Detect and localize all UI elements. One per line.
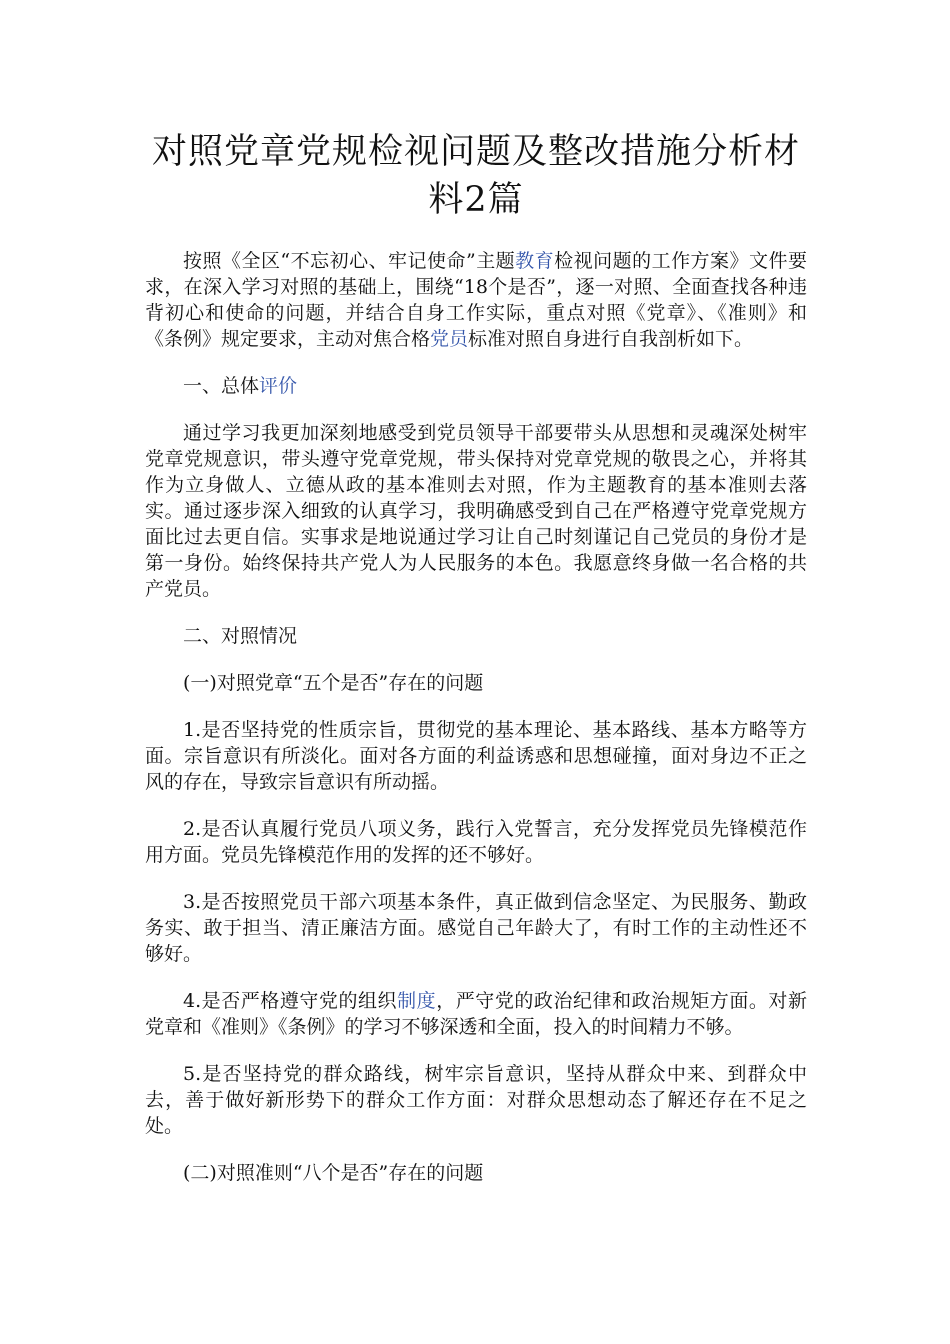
title-line-2: 料2篇 bbox=[428, 180, 524, 220]
section-heading-1 bbox=[145, 373, 807, 399]
item-1-paragraph: 1.是否坚持党的性质宗旨，贯彻党的基本理论、基本路线、基本方略等方面。宗旨意识有所淡化。面对各方面的利益诱惑和思想碰撞，面对身边不正之风的存在，导致宗旨意识有所动摇。 bbox=[145, 719, 807, 793]
item-5-paragraph: 5.是否坚持党的群众路线，树牢宗旨意识，坚持从群众中来、到群众中去，善于做好新形势下的群众工作方面：对群众思想动态了解还存在不足之处。 bbox=[145, 1063, 807, 1137]
intro-text-2: 检视问题的工作方案》文件要求，在深入学习对照的基础上，围绕“18个是否”，逐一对照、全面查找各种违背初心和使命的问题，并结合自身工作实际，重点对照《党章》、《准则》和《条例》规定要求，主动对焦合格 bbox=[145, 250, 807, 350]
link-zhidu[interactable]: 制度 bbox=[397, 990, 437, 1012]
link-jiaoyu[interactable]: 教育 bbox=[515, 250, 555, 272]
link-pingjia[interactable]: 评价 bbox=[259, 375, 298, 397]
item-2-paragraph: 2.是否认真履行党员八项义务，践行入党誓言，充分发挥党员先锋模范作用方面。党员先锋模范作用的发挥的还不够好。 bbox=[145, 818, 807, 866]
document-body bbox=[145, 248, 807, 1186]
section1-body-paragraph: 通过学习我更加深刻地感受到党员领导干部要带头从思想和灵魂深处树牢党章党规意识，带头遵守党章党规，带头保持对党章党规的敬畏之心，并将其作为立身做人、立德从政的基本准则去对照，作为主题教育的基本准则去落实。通过逐步深入细致的认真学习，我明确感受到自己在严格遵守党章党规方面比过去更自信。实事求是地说通过学习让自己时刻谨记自己党员的身份才是第一身份。始终保持共产党人为人民服务的本色。我愿意终身做一名合格的共产党员。 bbox=[145, 422, 807, 600]
intro-text-3: 标准对照自身进行自我剖析如下。 bbox=[468, 328, 754, 350]
document-page bbox=[145, 128, 807, 1207]
subheading-1: (一)对照党章“五个是否”存在的问题 bbox=[183, 672, 484, 694]
intro-text-1: 按照《全区“不忘初心、牢记使命”主题 bbox=[183, 250, 516, 272]
title-line-1: 对照党章党规检视问题及整改措施分析材 bbox=[151, 132, 800, 172]
intro-paragraph bbox=[145, 248, 807, 352]
section-heading-2: 二、对照情况 bbox=[183, 625, 298, 647]
link-dangyuan[interactable]: 党员 bbox=[430, 328, 469, 350]
item-3-paragraph: 3.是否按照党员干部六项基本条件，真正做到信念坚定、为民服务、勤政务实、敢于担当、清正廉洁方面。感觉自己年龄大了，有时工作的主动性还不够好。 bbox=[145, 891, 807, 965]
section1-text: 一、总体 bbox=[183, 375, 260, 397]
item4-text-2: ，严守党的政治纪律和政治规矩方面。对新党章和《准则》《条例》的学习不够深透和全面，投入的时间精力不够。 bbox=[145, 990, 807, 1038]
item-4-paragraph bbox=[145, 988, 807, 1040]
document-title bbox=[145, 128, 807, 224]
item4-text-1: 4.是否严格遵守党的组织 bbox=[183, 990, 398, 1012]
subheading-2: (二)对照准则“八个是否”存在的问题 bbox=[183, 1162, 484, 1184]
